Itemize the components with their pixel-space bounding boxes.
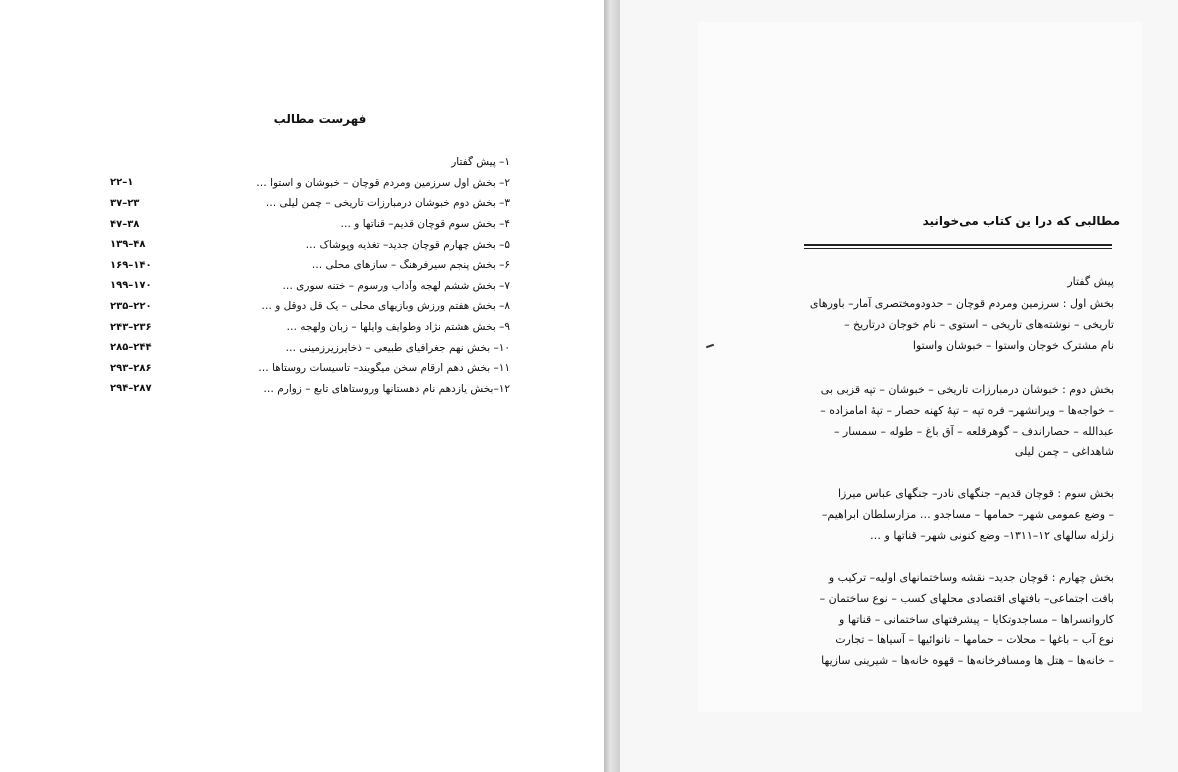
- toc-entry-text: ۹– بخش هشتم نژاد وطوایف وایلها – زبان ولهجه …: [286, 321, 510, 334]
- section-line: بخش اول : سرزمین ومردم قوچان – حدودومختصری آمار– باورهای: [809, 297, 1114, 310]
- section-line: بخش سوم : قوچان قدیم– جنگهای نادر– جنگهای عباس میرزا: [837, 487, 1114, 500]
- toc-entry-pages: ۲۴۳–۲۳۶: [110, 321, 152, 333]
- contents-heading: مطالبی که درا ین کتاب می‌خوانید: [922, 214, 1120, 228]
- book-gutter: [604, 0, 620, 772]
- toc-entry-pages: ۱۶۹–۱۴۰: [110, 259, 152, 271]
- toc-entry-text: ۴– بخش سوم قوچان قدیم– قناتها و …: [340, 218, 510, 231]
- toc-entry-pages: ۴۷–۳۸: [110, 218, 140, 230]
- toc-entry-text: ۶– بخش پنجم سیرفرهنگ – سازهای محلی …: [311, 259, 510, 272]
- toc-entry: [110, 358, 510, 379]
- heading-rule: [804, 244, 1112, 246]
- section-line: بافت اجتماعی– بافتهای اقتصادی محلهای کسب – نوع ساختمان –: [819, 591, 1114, 605]
- table-of-contents: [110, 152, 510, 399]
- toc-entry: [110, 337, 510, 358]
- toc-entry-pages: ۱۳۹–۴۸: [110, 239, 146, 251]
- section-4: [734, 568, 1114, 672]
- toc-entry: [110, 173, 510, 194]
- toc-entry: [110, 152, 510, 173]
- toc-entry-text: ۳– بخش دوم خبوشان درمبارزات تاریخی – چمن لیلی …: [265, 197, 510, 210]
- toc-title: فهرست مطالب: [273, 112, 367, 126]
- toc-entry: [110, 234, 510, 255]
- toc-entry: [110, 276, 510, 297]
- toc-entry-text: ۷– بخش ششم لهجه وآداب ورسوم – ختنه سوری …: [282, 279, 510, 292]
- section-3: [734, 484, 1114, 546]
- toc-entry-pages: ۳۷–۲۳: [110, 197, 140, 209]
- toc-entry: [110, 296, 510, 317]
- toc-entry-text: ۱۰– بخش نهم جغرافیای طبیعی – ذخایرزیرزمینی …: [285, 341, 510, 354]
- heading-rule-thin: [804, 248, 1112, 249]
- toc-entry-pages: ۲۹۴–۲۸۷: [110, 383, 152, 395]
- toc-entry-text: ۲– بخش اول سرزمین ومردم قوچان – خبوشان و استوا …: [256, 176, 510, 189]
- section-line: زلزله سالهای ۱۲–۱۳۱۱– وضع کنونی شهر– قناتها و …: [870, 528, 1114, 542]
- toc-entry: [110, 317, 510, 338]
- toc-entry: [110, 193, 510, 214]
- toc-entry: [110, 214, 510, 235]
- toc-entry-pages: ۲۸۵–۲۴۴: [110, 342, 152, 354]
- section-line: بخش دوم : خبوشان درمبارزات تاریخی – خبوشان – تپه قزبی بی: [820, 383, 1114, 396]
- toc-entry-text: ۵– بخش چهارم قوچان جدید– تغذیه وپوشاک …: [305, 238, 510, 251]
- section-line: بخش چهارم : قوچان جدید– نقشه وساختمانهای اولیه– ترکیب و: [828, 571, 1114, 584]
- section-line: عبدالله – حصاراندف – گوهرقلعه – آق باغ – طوله – سمسار –: [833, 424, 1114, 438]
- toc-entry-pages: ۲۹۳–۲۸۶: [110, 362, 152, 374]
- toc-entry: [110, 379, 510, 400]
- intro-line: [734, 272, 1114, 293]
- toc-entry-pages: ۲۳۵–۲۲۰: [110, 300, 152, 312]
- toc-entry-text: ۱۱– بخش دهم ارقام سخن میگویند– تاسیسات روستاها …: [258, 362, 510, 375]
- section-line: شاهداغی – چمن لیلی: [1014, 445, 1114, 459]
- section-line: کاروانسراها – مساجدوتکایا – پیشرفتهای ساختمانی – قناتها و: [839, 612, 1114, 626]
- section-1: [734, 294, 1114, 356]
- section-line: تاریخی – نوشته‌های تاریخی – استوی – نام خوجان درتاریخ –: [844, 317, 1114, 331]
- section-line: نوع آب – باغها – محلات – حمامها – نانوائیها – آسیاها – تجارت: [835, 633, 1114, 647]
- intro-text: پیش گفتار: [1067, 275, 1114, 288]
- toc-entry-pages: ۱۹۹–۱۷۰: [110, 280, 152, 292]
- toc-entry-text: ۸– بخش هفتم ورزش وبازیهای محلی – یک قل دوقل و …: [261, 300, 510, 313]
- toc-entry-text: ۱– پیش گفتار: [451, 156, 510, 169]
- toc-entry-text: ۱۲–بخش یازدهم نام دهستانها وروستاهای تابع – زوارم …: [263, 382, 510, 395]
- section-line: – خانه‌ها – هتل ها ومسافرخانه‌ها – قهوه خانه‌ها – شیرینی سازیها: [821, 654, 1114, 668]
- section-line: نام مشترک خوجان واستوا – خبوشان واستوا: [912, 338, 1114, 352]
- toc-entry-pages: ۲۲–۱: [110, 177, 134, 189]
- section-2: [734, 380, 1114, 463]
- section-line: – وضع عمومی شهر– حمامها – مساجدو … مزارسلطان ابراهیم–: [821, 507, 1114, 521]
- toc-entry: [110, 255, 510, 276]
- section-line: – خواجه‌ها – ویرانشهر– فره تپه – تپهٔ کهنه حصار – تپهٔ امامزاده –: [820, 403, 1114, 417]
